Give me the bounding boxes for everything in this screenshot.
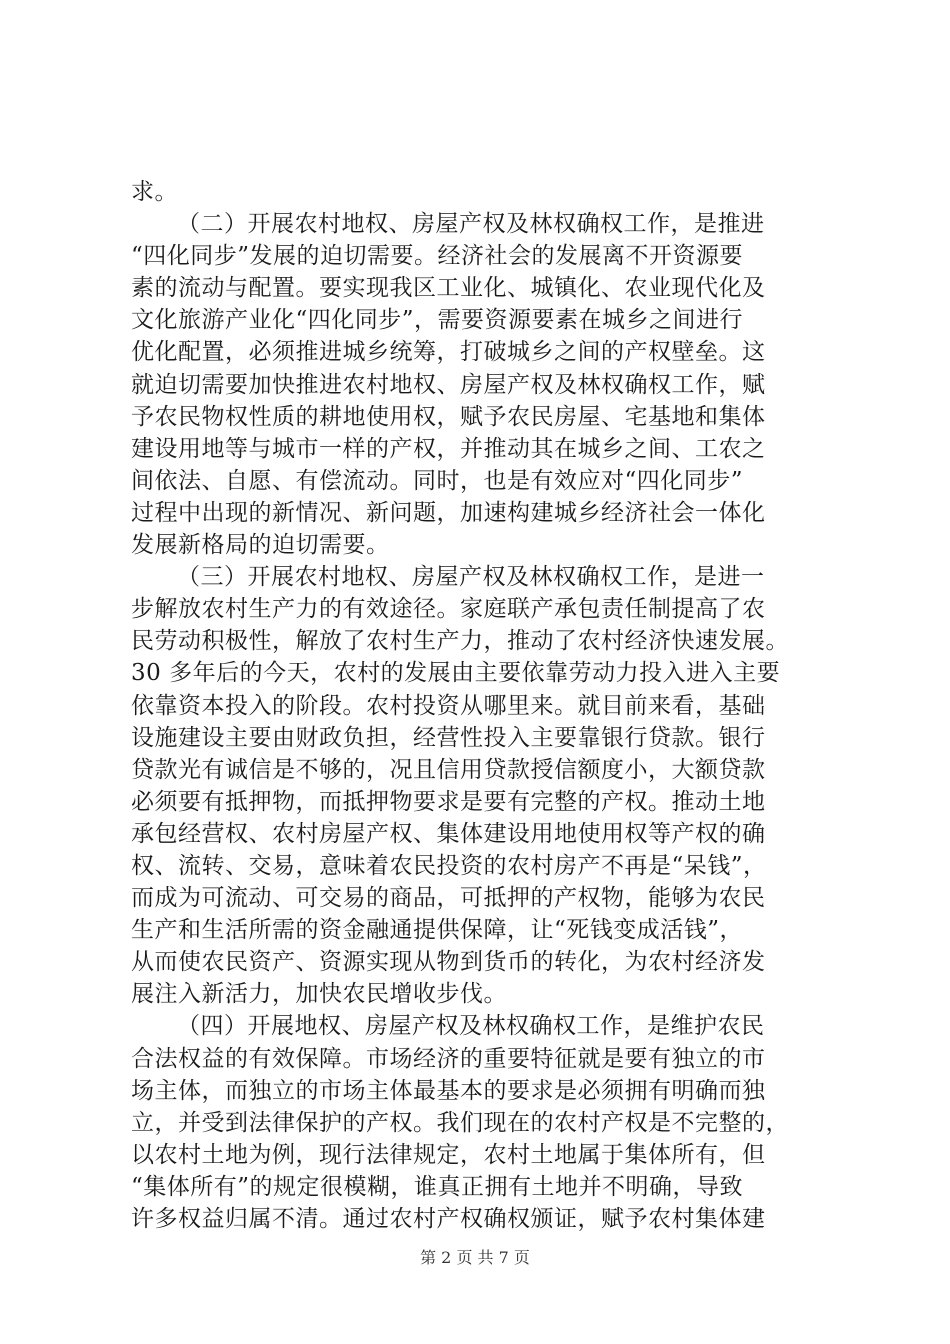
text-line: 贷款光有诚信是不够的，况且信用贷款授信额度小，大额贷款 — [131, 756, 766, 783]
document-body — [131, 176, 831, 1235]
text-line: 予农民物权性质的耕地使用权，赋予农民房屋、宅基地和集体 — [131, 403, 766, 430]
text-line: 过程中出现的新情况、新问题，加速构建城乡经济社会一体化 — [131, 499, 766, 526]
text-line: 生产和生活所需的资金融通提供保障，让“死钱变成活钱”， — [131, 917, 744, 944]
text-line: 立，并受到法律保护的产权。我们现在的农村产权是不完整的， — [131, 1109, 789, 1136]
text-line: 30 多年后的今天，农村的发展由主要依靠劳动力投入进入主要 — [131, 660, 781, 687]
paragraph-first-line: （四）开展地权、房屋产权及林权确权工作，是维护农民 — [177, 1013, 765, 1040]
text-line: 必须要有抵押物，而抵押物要求是要有完整的产权。推动土地 — [131, 788, 766, 815]
text-line: 步解放农村生产力的有效途径。家庭联产承包责任制提高了农 — [131, 596, 766, 623]
text-line: 以农村土地为例，现行法律规定，农村土地属于集体所有，但 — [131, 1141, 766, 1168]
text-line: 文化旅游产业化“四化同步”，需要资源要素在城乡之间进行 — [131, 307, 744, 334]
text-line: 设施建设主要由财政负担，经营性投入主要靠银行贷款。银行 — [131, 724, 766, 751]
paragraph-first-line: （三）开展农村地权、房屋产权及林权确权工作，是进一 — [177, 564, 765, 591]
text-line: “集体所有”的规定很模糊，谁真正拥有土地并不明确，导致 — [131, 1173, 744, 1200]
text-line: 民劳动积极性，解放了农村生产力，推动了农村经济快速发展。 — [131, 628, 789, 655]
text-line: 求。 — [131, 179, 178, 205]
text-line: 场主体，而独立的市场主体最基本的要求是必须拥有明确而独 — [131, 1077, 766, 1104]
text-line: 发展新格局的迫切需要。 — [131, 532, 390, 559]
text-line: 优化配置，必须推进城乡统筹，打破城乡之间的产权壁垒。这 — [131, 339, 766, 366]
text-line: 权、流转、交易，意味着农民投资的农村房产不再是“呆钱”， — [131, 852, 767, 879]
text-line: “四化同步”发展的迫切需要。经济社会的发展离不开资源要 — [131, 243, 744, 270]
text-line: 就迫切需要加快推进农村地权、房屋产权及林权确权工作，赋 — [131, 371, 766, 398]
paragraph-first-line: （二）开展农村地权、房屋产权及林权确权工作，是推进 — [177, 211, 765, 238]
text-line: 从而使农民资产、资源实现从物到货币的转化，为农村经济发 — [131, 949, 766, 976]
text-line: 素的流动与配置。要实现我区工业化、城镇化、农业现代化及 — [131, 275, 766, 302]
text-line: 承包经营权、农村房屋产权、集体建设用地使用权等产权的确 — [131, 820, 766, 847]
text-line: 展注入新活力，加快农民增收步伐。 — [131, 981, 507, 1008]
page-footer: 第 2 页 共 7 页 — [420, 1248, 530, 1267]
text-line: 合法权益的有效保障。市场经济的重要特征就是要有独立的市 — [131, 1045, 766, 1072]
text-line: 而成为可流动、可交易的商品，可抵押的产权物，能够为农民 — [131, 885, 766, 912]
text-line: 许多权益归属不清。通过农村产权确权颁证，赋予农村集体建 — [131, 1206, 766, 1232]
text-line: 依靠资本投入的阶段。农村投资从哪里来。就目前来看，基础 — [131, 692, 766, 719]
text-line: 间依法、自愿、有偿流动。同时，也是有效应对“四化同步” — [131, 467, 744, 494]
text-line: 建设用地等与城市一样的产权，并推动其在城乡之间、工农之 — [131, 435, 766, 462]
